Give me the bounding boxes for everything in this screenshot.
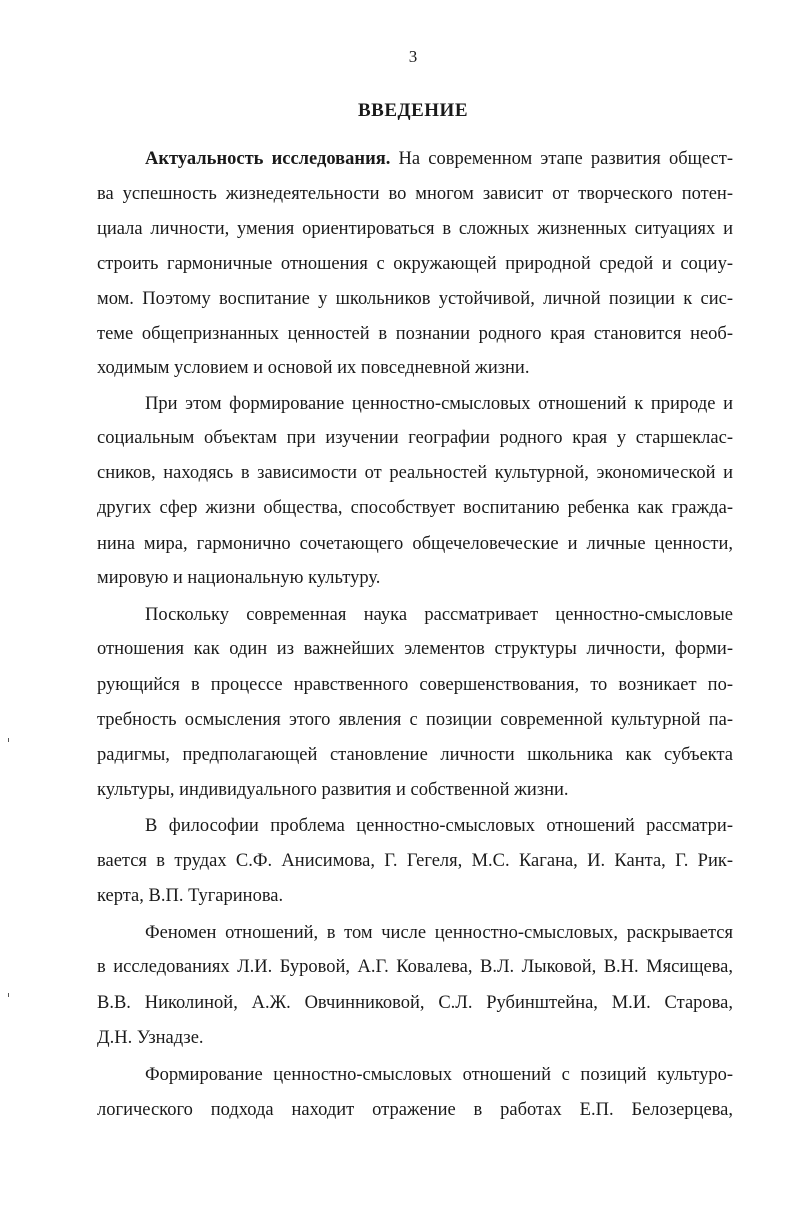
scan-mark: [8, 738, 9, 742]
paragraph-1-line-2: ва успешность жизнедеятельности во многом зависит от творческого потен-: [97, 184, 733, 204]
paragraph-1-line-4: строить гармоничные отношения с окружающей природной средой и социу-: [97, 254, 733, 274]
paragraph-1-line-5: мом. Поэтому воспитание у школьников устойчивой, личной позиции к сис-: [97, 289, 733, 309]
paragraph-2-line-6: мировую и национальную культуру.: [97, 568, 381, 588]
paragraph-1-line-1: Актуальность исследования. На современном этапе развития общест-: [145, 149, 733, 169]
paragraph-1-line-6: теме общепризнанных ценностей в познании родного края становится необ-: [97, 324, 733, 344]
paragraph-6-line-1: Формирование ценностно-смысловых отношений с позиций культуро-: [145, 1065, 733, 1085]
paragraph-5-line-3: В.В. Николиной, А.Ж. Овчинниковой, С.Л. Рубинштейна, М.И. Старова,: [97, 993, 733, 1013]
paragraph-2-line-1: При этом формирование ценностно-смысловых отношений к природе и: [145, 394, 733, 414]
paragraph-6-line-2: логического подхода находит отражение в работах Е.П. Белозерцева,: [97, 1100, 733, 1120]
page-number: 3: [408, 47, 418, 66]
paragraph-5-line-4: Д.Н. Узнадзе.: [97, 1028, 204, 1048]
paragraph-3-line-1: Поскольку современная наука рассматривает ценностно-смысловые: [145, 605, 733, 625]
paragraph-1-line-3: циала личности, умения ориентироваться в сложных жизненных ситуациях и: [97, 219, 733, 239]
paragraph-2-line-3: сников, находясь в зависимости от реальностей культурной, экономической и: [97, 463, 733, 483]
paragraph-2-line-2: социальным объектам при изучении географии родного края у старшеклас-: [97, 428, 733, 448]
paragraph-3-line-3: рующийся в процессе нравственного совершенствования, то возникает по-: [97, 675, 733, 695]
paragraph-1-line-7: ходимым условием и основой их повседневной жизни.: [97, 358, 530, 378]
scan-mark: [8, 993, 9, 997]
paragraph-4-line-3: керта, В.П. Тугаринова.: [97, 886, 284, 906]
paragraph-lead: Актуальность исследования.: [145, 149, 391, 169]
paragraph-2-line-5: нина мира, гармонично сочетающего общечеловеческие и личные ценности,: [97, 534, 733, 554]
paragraph-3-line-2: отношения как один из важнейших элементов структуры личности, форми-: [97, 639, 733, 659]
paragraph-3-line-6: культуры, индивидуального развития и собственной жизни.: [97, 780, 569, 800]
paragraph-4-line-1: В философии проблема ценностно-смысловых отношений рассматри-: [145, 816, 733, 836]
paragraph-5-line-2: в исследованиях Л.И. Буровой, А.Г. Ковалева, В.Л. Лыковой, В.Н. Мясищева,: [97, 957, 733, 977]
paragraph-3-line-4: требность осмысления этого явления с позиции современной культурной па-: [97, 710, 733, 730]
paragraph-5-line-1: Феномен отношений, в том числе ценностно-смысловых, раскрывается: [145, 923, 733, 943]
paragraph-4-line-2: вается в трудах С.Ф. Анисимова, Г. Гегеля, М.С. Кагана, И. Канта, Г. Рик-: [97, 851, 733, 871]
section-heading: ВВЕДЕНИЕ: [358, 100, 468, 121]
paragraph-2-line-4: других сфер жизни общества, способствует воспитанию ребенка как гражда-: [97, 498, 733, 518]
paragraph-3-line-5: радигмы, предполагающей становление личности школьника как субъекта: [97, 745, 733, 765]
